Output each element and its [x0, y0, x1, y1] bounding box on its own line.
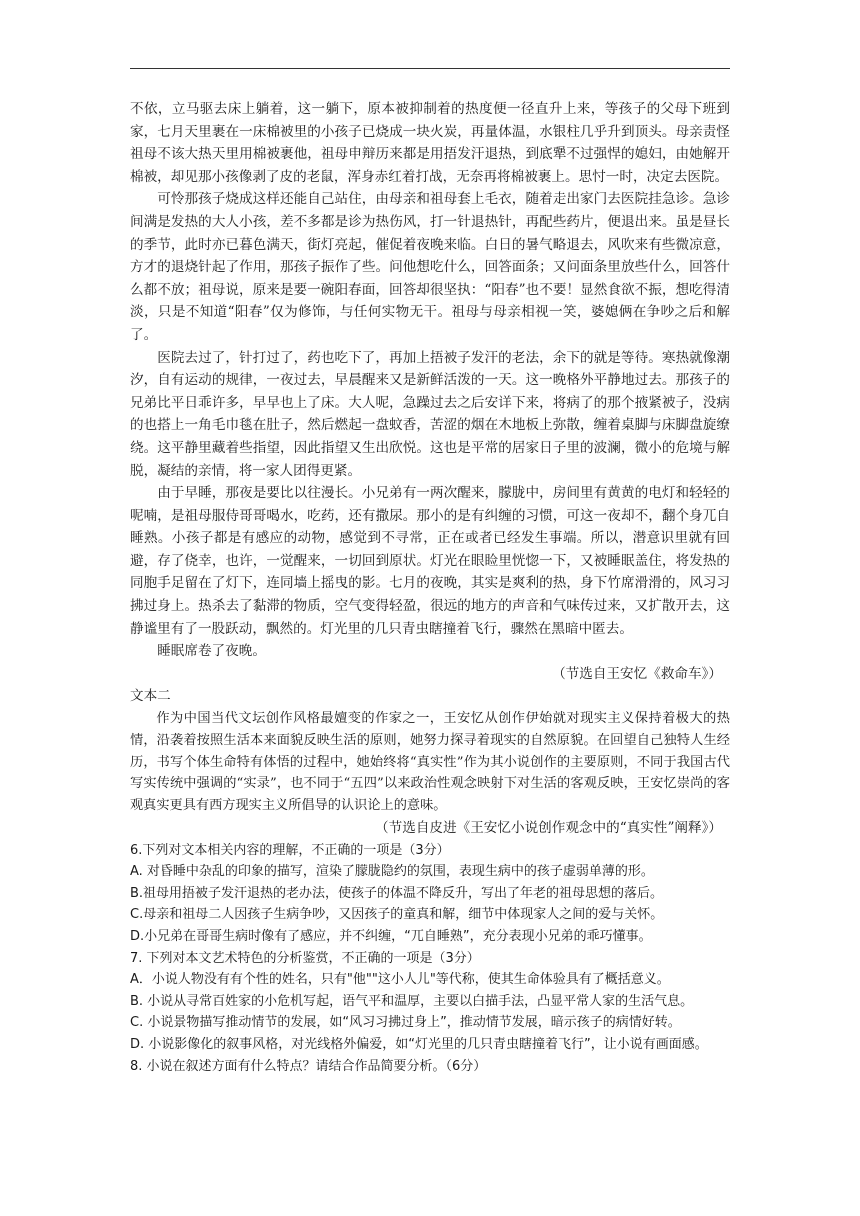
text1-paragraph-2: 可怜那孩子烧成这样还能自己站住，由母亲和祖母套上毛衣，随着走出家门去医院挂急诊。急诊间满是发热的大人小孩，差不多都是诊为热伤风，打一针退热针，再配些药片，便退出来。虽是昼长的季节，此时亦已暮色满天，街灯亮起，催促着夜晚来临。白日的暑气略退去，风吹来有些微凉意，方才的退烧针起了作用，那孩子振作了些。问他想吃什么，回答面条；又问面条里放些什么，回答什么都不放；祖母说，原来是要一碗阳春面，回答却很坚执：“阳春”也不要！显然食欲不振，想吃得清淡，只是不知道“阳春”仅为修饰，与任何实物无干。祖母与母亲相视一笑，婆媳俩在争吵之后和解了。 [130, 191, 730, 343]
text2-paragraph: 作为中国当代文坛创作风格最嬗变的作家之一，王安忆从创作伊始就对现实主义保持着极大的热情，沿袭着按照生活本来面貌反映生活的原则，她努力探寻着现实的自然原貌。在回望自己独特人生经历，书写个体生命特有体悟的过程中，她始终将“真实性”作为其小说创作的主要原则，不同于我国古代写实传统中强调的“实录”，也不同于“五四”以来政治性观念映射下对生活的客观反映，王安忆崇尚的客观真实更具有西方现实主义所倡导的认识论上的意味。 [130, 711, 730, 814]
question-6-option-a: A. 对昏睡中杂乱的印象的描写，渲染了朦胧隐约的氛围，表现生病中的孩子虚弱单薄的形。 [130, 864, 654, 880]
question-6-option-b: B.祖母用捂被子发汗退热的老办法，使孩子的体温不降反升，写出了年老的祖母思想的落后。 [130, 885, 664, 901]
question-7-option-a: A．小说人物没有有个性的姓名，只有"他""这小人儿"等代称，使其生命体验具有了概括意义。 [130, 972, 670, 988]
header-rule [130, 68, 730, 69]
question-7-stem: 7. 下列对本文艺术特色的分析鉴赏，不正确的一项是（3分） [130, 950, 480, 966]
text2-source: （节选自皮进《王安忆小说创作观念中的“真实性”阐释》） [375, 820, 722, 837]
question-6-option-d: D.小兄弟在哥哥生病时像有了感应，并不纠缠，“兀自睡熟”，充分表现小兄弟的乖巧懂事。 [130, 928, 652, 944]
question-6-stem: 6.下列对文本相关内容的理解，不正确的一项是（3分） [130, 842, 450, 858]
text2-label: 文本二 [130, 688, 171, 705]
text1-paragraph-5: 睡眠席卷了夜晚。 [157, 643, 266, 660]
text1-source: （节选自王安忆《救命车》） [552, 665, 722, 682]
text1-paragraph-1: 不依，立马驱去床上躺着，这一躺下，原本被抑制着的热度便一径直升上来，等孩子的父母下班到家，七月天里裹在一床棉被里的小孩子已烧成一块火炭，再量体温，水银柱几乎升到顶头。母亲责怪祖母不该大热天里用棉被裹他，祖母申辩历来都是用捂发汗退热，到底犟不过强悍的媳妇，由她解开棉被，却见那小孩像剥了皮的老鼠，浑身赤红着打战，无奈再将棉被裹上。思忖一时，决定去医院。 [130, 101, 730, 185]
exam-page [130, 98, 730, 1077]
question-8-stem: 8. 小说在叙述方面有什么特点？请结合作品简要分析。（6分） [130, 1058, 487, 1074]
text1-paragraph-4: 由于早睡，那夜是要比以往漫长。小兄弟有一两次醒来，朦胧中，房间里有黄黄的电灯和轻轻的呢喃，是祖母服侍哥哥喝水，吃药，还有撒尿。那小的是有纠缠的习惯，可这一夜却不，翻个身兀自睡熟。小孩子都是有感应的动物，感觉到不寻常，正在或者已经发生事端。所以，潜意识里就有回避，存了侥幸，也许，一觉醒来，一切回到原状。灯光在眼睑里恍惚一下，又被睡眠盖住，将发热的同胞手足留在了灯下，连同墙上摇曳的影。七月的夜晚，其实是爽利的热，身下竹席滑滑的，风习习拂过身上。热杀去了黏滞的物质，空气变得轻盈，很远的地方的声音和气味传过来，又扩散开去，这静谧里有了一股跃动，飘然的。灯光里的几只青虫瞎撞着飞行，骤然在黑暗中匿去。 [130, 485, 730, 637]
question-7-option-b: B. 小说从寻常百姓家的小危机写起，语气平和温厚，主要以白描手法，凸显平常人家的生活气息。 [130, 993, 694, 1009]
question-7-option-d: D. 小说影像化的叙事风格，对光线格外偏爱，如“灯光里的几只青虫瞎撞着飞行”，让小说有画面感。 [130, 1036, 708, 1052]
text1-paragraph-3: 医院去过了，针打过了，药也吃下了，再加上捂被子发汗的老法，余下的就是等待。寒热就像潮汐，自有运动的规律，一夜过去，早晨醒来又是新鲜活泼的一天。这一晚格外平静地过去。那孩子的兄弟比平日乖许多，早早也上了床。大人呢，急躁过去之后安详下来，将病了的那个掖紧被子，没病的也搭上一角毛巾毯在肚子，然后燃起一盘蚊香，苦涩的烟在木地板上弥散，缠着桌脚与床脚盘旋缭绕。这平静里藏着些指望，因此指望又生出欣悦。这也是平常的居家日子里的波澜，微小的危境与解脱，凝结的亲情，将一家人团得更紧。 [130, 349, 730, 479]
question-7-option-c: C. 小说景物描写推动情节的发展，如“风习习拂过身上”，推动情节发展，暗示孩子的病情好转。 [130, 1015, 681, 1031]
question-6-option-c: C.母亲和祖母二人因孩子生病争吵，又因孩子的童真和解，细节中体现家人之间的爱与关怀。 [130, 907, 664, 923]
